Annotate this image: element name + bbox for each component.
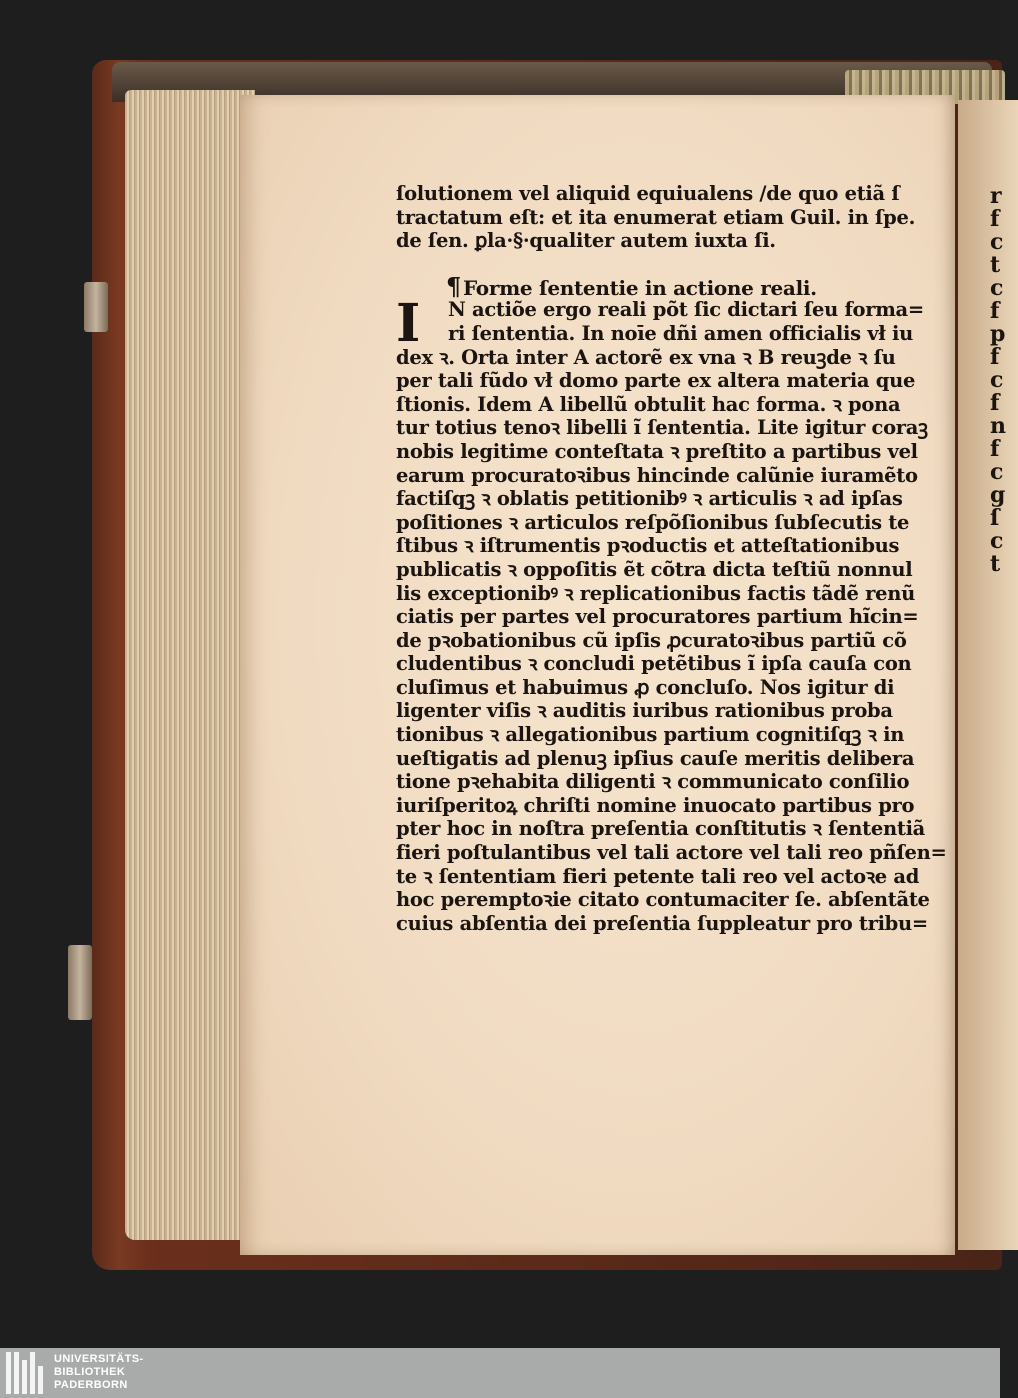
upper-clasp: [84, 282, 108, 332]
text-line: poſitiones ꝛ articulos reſpõſionibus ſubſecutis te: [396, 510, 910, 534]
text-line: per tali fũdo vł domo parte ex altera materia que: [396, 369, 916, 393]
right-page-letter: c: [990, 528, 1004, 554]
text-line: ueſtigatis ad plenuꝫ ipſius cauſe meritis delibera: [396, 746, 915, 770]
text-line: earum procuratoꝛibus hincinde calũnie iuramẽto: [396, 463, 918, 487]
text-line: cludentibus ꝛ concludi petẽtibus ĩ ipſa cauſa con: [396, 652, 912, 676]
right-page-letter: f: [990, 298, 1000, 324]
right-page-letter: f: [990, 206, 1000, 232]
text-line: ſolutionem vel aliquid equiualens /de quo etiã ſ: [396, 182, 900, 205]
page-text: [396, 182, 947, 935]
right-page-letter: c: [990, 459, 1004, 485]
text-line: de pꝛobationibus cũ ipſis ꝓcuratoꝛibus partiũ cõ: [396, 628, 907, 652]
text-line: ciatis per partes vel procuratores partium hĩcin=: [396, 605, 919, 629]
right-page-edge: [958, 100, 1018, 1250]
text-line: cluſimus et habuimus ꝓ concluſo. Nos igitur di: [396, 675, 895, 699]
section-heading: [396, 271, 936, 301]
right-page-letter: r: [990, 183, 1002, 209]
text-line: tione pꝛehabita diligenti ꝛ communicato conſilio: [396, 770, 910, 794]
library-logo-text: UNIVERSITÄTS- BIBLIOTHEK PADERBORN: [54, 1353, 144, 1391]
text-line: ſtionis. Idem A libellũ obtulit hac forma. ꝛ pona: [396, 392, 901, 416]
right-page-letter: f: [990, 390, 1000, 416]
right-page-letter: f: [990, 436, 1000, 462]
library-logo-icon: [6, 1352, 48, 1394]
text-line: ligenter viſis ꝛ auditis iuribus rationibus proba: [396, 699, 893, 723]
right-page-letter: t: [990, 252, 1001, 278]
text-line: fieri poſtulantibus vel tali actore vel tali reo pñſen=: [396, 841, 947, 865]
right-page-letter: c: [990, 229, 1004, 255]
text-line: de ſen. ꝑla·§·qualiter autem iuxta ſi.: [396, 229, 776, 253]
text-line: tionibus ꝛ allegationibus partium cognitiſqꝫ ꝛ in: [396, 723, 905, 747]
text-line: N actiõe ergo reali põt ſic dictari ſeu forma=: [448, 298, 924, 322]
right-page-letter: f: [990, 344, 1000, 370]
right-page-letter: p: [990, 321, 1006, 347]
text-line: pter hoc in noſtra preſentia conſtitutis ꝛ ſententiã: [396, 817, 926, 841]
opening-paragraph: [396, 293, 947, 935]
right-page-letter: c: [990, 367, 1004, 393]
text-line: tur totius tenoꝛ libelli ĩ ſententia. Lite igitur coraꝫ: [396, 416, 928, 440]
text-line: hoc peremptoꝛie citato contumaciter ſe. abſentãte: [396, 888, 930, 912]
right-page-letter: n: [990, 413, 1006, 439]
text-line: cuius abſentia dei preſentia ſuppleatur pro tribu=: [396, 911, 928, 935]
text-line: ri ſententia. In noīe dñi amen officialis vł iu: [448, 321, 913, 345]
text-line: te ꝛ ſententiam fieri petente tali reo vel actoꝛe ad: [396, 864, 920, 888]
right-page-letter: g: [990, 482, 1006, 508]
text-line: factiſqꝫ ꝛ oblatis petitionibꝰ ꝛ articulis ꝛ ad ipſas: [396, 487, 903, 511]
heading-text: Forme ſententie in actione reali.: [462, 275, 817, 300]
text-line: dex ꝛ. Orta inter A actorẽ ex vna ꝛ B reuꝫde ꝛ ſu: [396, 345, 896, 369]
text-line: iuriſperitoꝝ chriſti nomine inuocato partibus pro: [396, 793, 915, 817]
text-line: lis exceptionibꝰ ꝛ replicationibus factis tãdẽ renũ: [396, 581, 915, 605]
lower-clasp: [68, 945, 92, 1020]
pilcrow-icon: ¶: [446, 271, 461, 301]
footer-bar: [0, 1348, 1000, 1398]
text-line: tractatum eſt: et ita enumerat etiam Guil. in ſpe.: [396, 205, 916, 229]
right-page-letter: c: [990, 275, 1004, 301]
page-edges: [125, 90, 255, 1240]
body-lines: [396, 345, 947, 936]
right-page-letter: ſ: [990, 505, 1000, 531]
right-page-text: [990, 183, 1006, 577]
text-line: ſtibus ꝛ iſtrumentis pꝛoductis et atteſtationibus: [396, 534, 900, 558]
drop-capital: I: [396, 293, 421, 355]
text-line: publicatis ꝛ oppoſitis ẽt cõtra dicta teſtiũ nonnul: [396, 557, 913, 581]
text-line: nobis legitime conteſtata ꝛ preſtito a partibus vel: [396, 439, 918, 463]
right-page-letter: t: [990, 551, 1001, 577]
